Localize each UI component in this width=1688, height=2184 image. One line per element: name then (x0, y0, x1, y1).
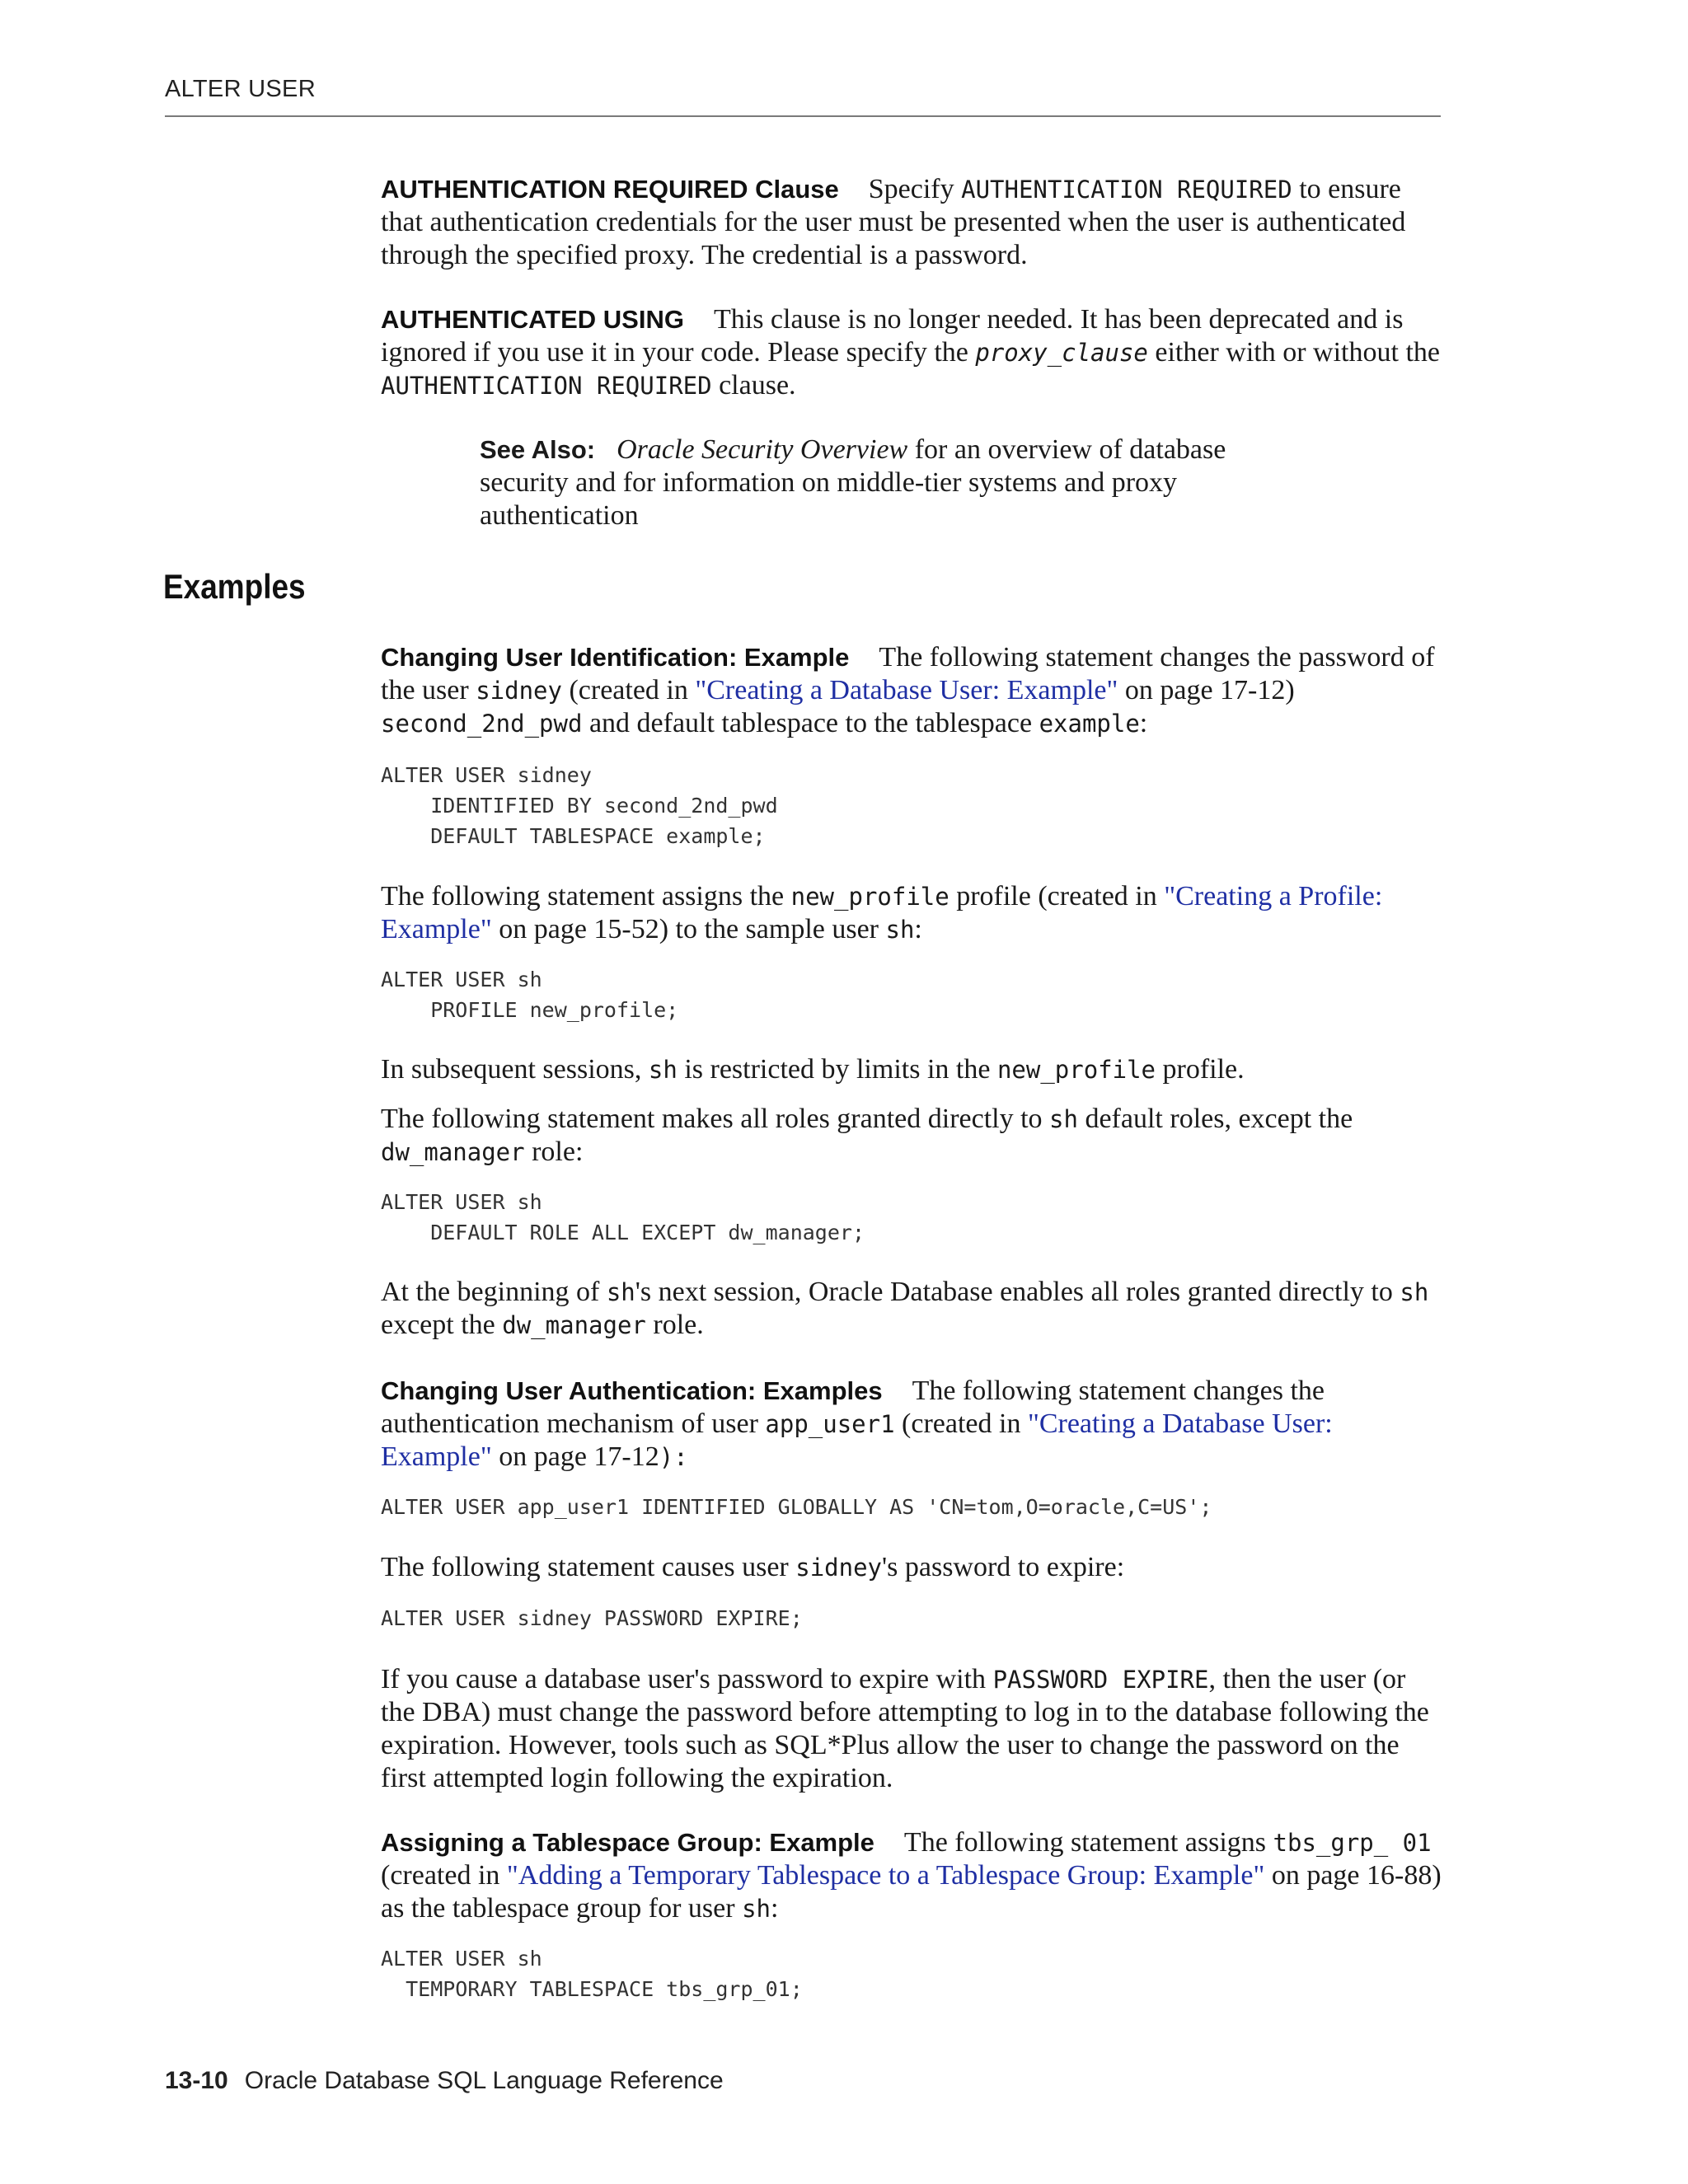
password-expire-paragraph (381, 1551, 1444, 1584)
code-term: PASSWORD EXPIRE (992, 1666, 1209, 1694)
code-term: sidney (476, 677, 562, 705)
text: The following statement changes the authentication mechanism of user (381, 1376, 1325, 1439)
text: (created in (381, 1860, 507, 1891)
text: If you cause a database user's password to expire with (381, 1664, 993, 1694)
text: clause. (711, 370, 796, 401)
example-user-identification-paragraph (381, 641, 1444, 740)
code-term: new_profile (996, 1056, 1156, 1084)
code-block: ALTER USER sh DEFAULT ROLE ALL EXCEPT dw_manager; (381, 1190, 865, 1244)
code-term: sh (1400, 1278, 1429, 1306)
text: for an overview of database security and for information on middle-tier systems and proxy authentication (480, 434, 1226, 531)
text: role: (524, 1137, 584, 1167)
text: (created in (561, 675, 696, 705)
code-term: ): (659, 1443, 688, 1471)
text: Specify (868, 174, 962, 204)
text: : (770, 1893, 779, 1924)
text: The following statement causes user (381, 1552, 796, 1582)
code-term: sh (1049, 1105, 1078, 1133)
text: This clause is no longer needed. It has been deprecated and is ignored if you use it in your code. Please specify the (381, 304, 1404, 368)
example-tablespace-group-paragraph (381, 1826, 1444, 1925)
text: default roles, except the (1077, 1104, 1353, 1134)
text: is restricted by limits in the (677, 1054, 997, 1085)
example-heading: Changing User Identification: Example (381, 643, 850, 672)
code-block: ALTER USER sidney PASSWORD EXPIRE; (381, 1606, 803, 1630)
code-term: sidney (795, 1554, 883, 1582)
cross-reference-link[interactable]: "Adding a Temporary Tablespace to a Tablespace Group: Example" (506, 1860, 1265, 1891)
cross-reference-link[interactable]: "Creating a Database User: Example" (381, 1408, 1333, 1472)
default-roles-paragraph (381, 1103, 1444, 1169)
text: except the (381, 1310, 503, 1340)
text: , then the user (or the DBA) must change the password before attempting to log in to the database following the expiration. However, tools such as SQL*Plus allow the user to change the password on the first attempted login following the expiration. (381, 1664, 1429, 1793)
text: to ensure that authentication credentials for the user must be presented when the user is authenticated through the specified proxy. The credential is a password. (381, 174, 1406, 270)
code-term: proxy_clause (975, 339, 1148, 367)
text: either with or without the (1147, 337, 1440, 368)
code-term: sh (885, 916, 915, 944)
text: role. (645, 1310, 704, 1340)
text: profile (created in (949, 881, 1165, 912)
text: The following statement assigns the (381, 881, 791, 912)
text: The following statement assigns (903, 1827, 1273, 1858)
text: : (1139, 708, 1148, 738)
code-term: AUTHENTICATION REQUIRED (381, 372, 712, 400)
text: 's password to expire: (882, 1552, 1125, 1582)
see-also-label: See Also: (480, 435, 596, 464)
example-heading: Changing User Authentication: Examples (381, 1376, 883, 1405)
example-profile-paragraph (381, 880, 1444, 946)
code-term: sh (742, 1895, 771, 1923)
cross-reference-link[interactable]: "Creating a Profile: Example" (381, 881, 1383, 944)
text: : (914, 914, 922, 944)
auth-required-heading: AUTHENTICATION REQUIRED Clause (381, 175, 839, 204)
profile-restriction-paragraph (381, 1053, 1444, 1086)
see-also-book-title: Oracle Security Overview (617, 434, 908, 465)
text: At the beginning of (381, 1277, 607, 1307)
text: profile. (1156, 1054, 1245, 1085)
cross-reference-link[interactable]: "Creating a Database User: Example" (695, 675, 1118, 705)
code-term: new_profile (790, 883, 950, 911)
see-also-note (480, 434, 1304, 532)
code-term: dw_manager (502, 1311, 646, 1339)
code-term: sh (648, 1056, 678, 1084)
text: 's next session, Oracle Database enables all roles granted directly to (635, 1277, 1400, 1307)
code-term: second_2nd_pwd (381, 710, 583, 738)
authenticated-using-paragraph (381, 303, 1444, 402)
code-term: example (1039, 710, 1140, 738)
text: on page 17-12) (1118, 675, 1295, 705)
running-header: ALTER USER (165, 76, 316, 102)
book-title: Oracle Database SQL Language Reference (244, 2067, 724, 2094)
code-term: tbs_grp_ 01 (1273, 1829, 1432, 1857)
next-session-paragraph (381, 1276, 1444, 1342)
code-term: app_user1 (765, 1410, 895, 1438)
authenticated-using-heading: AUTHENTICATED USING (381, 305, 684, 334)
code-block: ALTER USER sidney IDENTIFIED BY second_2nd_pwd DEFAULT TABLESPACE example; (381, 763, 778, 848)
password-expire-explanation-paragraph (381, 1663, 1444, 1795)
example-user-authentication-paragraph (381, 1375, 1444, 1474)
page-number: 13-10 (165, 2067, 228, 2094)
text: In subsequent sessions, (381, 1054, 649, 1085)
page-footer (165, 2067, 724, 2095)
code-block: ALTER USER app_user1 IDENTIFIED GLOBALLY AS 'CN=tom,O=oracle,C=US'; (381, 1495, 1212, 1519)
code-block: ALTER USER sh PROFILE new_profile; (381, 968, 679, 1022)
text: The following statement makes all roles granted directly to (381, 1104, 1050, 1134)
auth-required-paragraph (381, 173, 1444, 272)
header-rule (165, 115, 1441, 117)
code-term: dw_manager (381, 1138, 525, 1166)
code-block: ALTER USER sh TEMPORARY TABLESPACE tbs_grp_01; (381, 1947, 803, 2001)
code-term: sh (606, 1278, 635, 1306)
text: The following statement changes the password of the user (381, 642, 1435, 705)
text: on page 17-12 (491, 1441, 659, 1472)
text: and default tablespace to the tablespace (582, 708, 1039, 738)
text: on page 15-52) to the sample user (491, 914, 886, 944)
code-term: AUTHENTICATION REQUIRED (961, 176, 1292, 204)
example-heading: Assigning a Tablespace Group: Example (381, 1828, 874, 1857)
text: (created in (894, 1408, 1028, 1439)
section-heading-examples: Examples (163, 567, 306, 606)
text: on page 16-88) as the tablespace group for user (381, 1860, 1442, 1924)
